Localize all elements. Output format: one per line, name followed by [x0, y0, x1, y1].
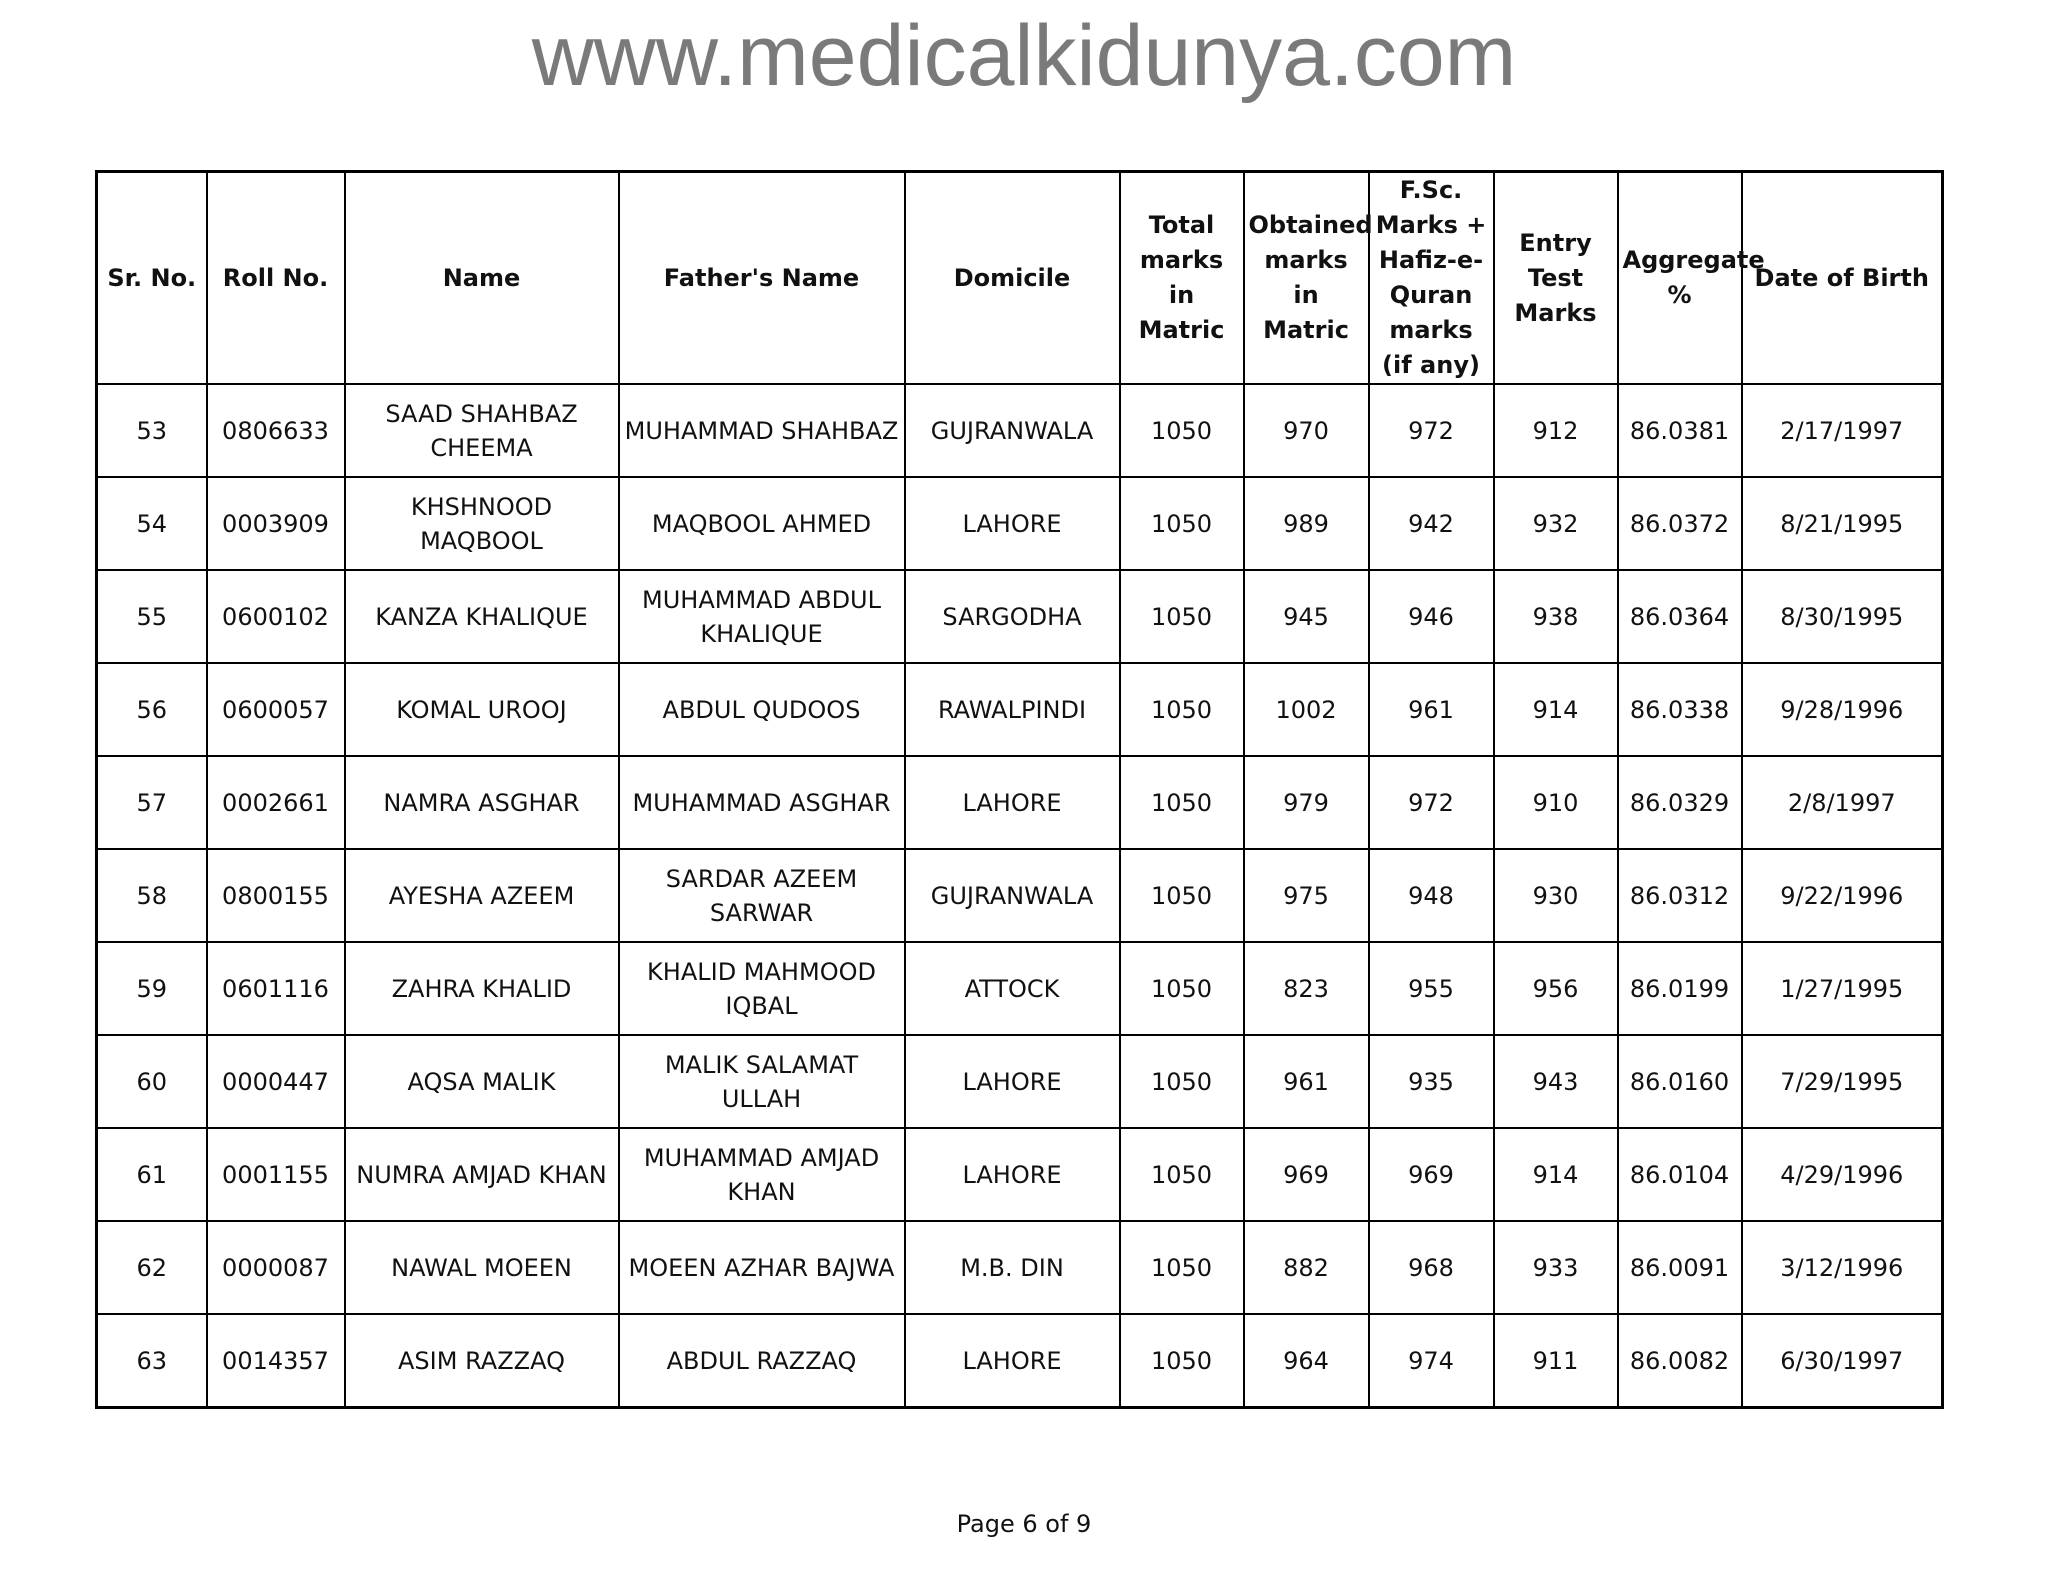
cell-fathers-name: MALIK SALAMAT ULLAH [619, 1035, 905, 1128]
cell-fathers-name: KHALID MAHMOOD IQBAL [619, 942, 905, 1035]
table-row [97, 756, 1943, 849]
cell-total-matric: 1050 [1120, 570, 1244, 663]
cell-total-matric: 1050 [1120, 1128, 1244, 1221]
cell-roll-no: 0003909 [207, 477, 345, 570]
cell-entry-test: 956 [1494, 942, 1618, 1035]
cell-obtained-matric: 823 [1244, 942, 1369, 1035]
cell-roll-no: 0806633 [207, 384, 345, 477]
cell-date-of-birth: 8/21/1995 [1742, 477, 1943, 570]
header-fathers-name: Father's Name [619, 172, 905, 385]
cell-sr-no: 59 [97, 942, 207, 1035]
cell-aggregate: 86.0199 [1618, 942, 1742, 1035]
table-row [97, 570, 1943, 663]
cell-sr-no: 56 [97, 663, 207, 756]
cell-fsc-marks: 968 [1369, 1221, 1494, 1314]
cell-date-of-birth: 2/17/1997 [1742, 384, 1943, 477]
cell-entry-test: 932 [1494, 477, 1618, 570]
cell-fsc-marks: 961 [1369, 663, 1494, 756]
cell-entry-test: 930 [1494, 849, 1618, 942]
table-body [97, 384, 1943, 1408]
cell-aggregate: 86.0104 [1618, 1128, 1742, 1221]
cell-roll-no: 0002661 [207, 756, 345, 849]
cell-domicile: RAWALPINDI [905, 663, 1120, 756]
cell-roll-no: 0601116 [207, 942, 345, 1035]
cell-domicile: ATTOCK [905, 942, 1120, 1035]
cell-name: AQSA MALIK [345, 1035, 619, 1128]
cell-aggregate: 86.0312 [1618, 849, 1742, 942]
header-sr-no: Sr. No. [97, 172, 207, 385]
cell-roll-no: 0001155 [207, 1128, 345, 1221]
table-row [97, 663, 1943, 756]
cell-domicile: LAHORE [905, 477, 1120, 570]
cell-total-matric: 1050 [1120, 1314, 1244, 1408]
cell-date-of-birth: 9/22/1996 [1742, 849, 1943, 942]
cell-fsc-marks: 972 [1369, 384, 1494, 477]
cell-name: NUMRA AMJAD KHAN [345, 1128, 619, 1221]
cell-fathers-name: ABDUL QUDOOS [619, 663, 905, 756]
cell-fsc-marks: 974 [1369, 1314, 1494, 1408]
cell-name: SAAD SHAHBAZ CHEEMA [345, 384, 619, 477]
cell-entry-test: 911 [1494, 1314, 1618, 1408]
header-aggregate: Aggregate % [1618, 172, 1742, 385]
cell-fathers-name: SARDAR AZEEM SARWAR [619, 849, 905, 942]
cell-fsc-marks: 955 [1369, 942, 1494, 1035]
cell-total-matric: 1050 [1120, 663, 1244, 756]
cell-obtained-matric: 969 [1244, 1128, 1369, 1221]
cell-obtained-matric: 961 [1244, 1035, 1369, 1128]
cell-total-matric: 1050 [1120, 1221, 1244, 1314]
cell-aggregate: 86.0364 [1618, 570, 1742, 663]
cell-aggregate: 86.0329 [1618, 756, 1742, 849]
cell-fathers-name: MUHAMMAD SHAHBAZ [619, 384, 905, 477]
cell-date-of-birth: 3/12/1996 [1742, 1221, 1943, 1314]
cell-total-matric: 1050 [1120, 756, 1244, 849]
table-row [97, 1035, 1943, 1128]
cell-domicile: SARGODHA [905, 570, 1120, 663]
cell-fsc-marks: 972 [1369, 756, 1494, 849]
cell-entry-test: 914 [1494, 663, 1618, 756]
cell-date-of-birth: 6/30/1997 [1742, 1314, 1943, 1408]
table-row [97, 384, 1943, 477]
cell-name: NAMRA ASGHAR [345, 756, 619, 849]
cell-entry-test: 910 [1494, 756, 1618, 849]
cell-name: KANZA KHALIQUE [345, 570, 619, 663]
cell-aggregate: 86.0338 [1618, 663, 1742, 756]
cell-obtained-matric: 945 [1244, 570, 1369, 663]
cell-domicile: LAHORE [905, 1128, 1120, 1221]
cell-date-of-birth: 2/8/1997 [1742, 756, 1943, 849]
cell-domicile: GUJRANWALA [905, 384, 1120, 477]
header-fsc-marks: F.Sc. Marks + Hafiz-e-Quran marks (if any) [1369, 172, 1494, 385]
cell-fathers-name: MUHAMMAD AMJAD KHAN [619, 1128, 905, 1221]
cell-obtained-matric: 964 [1244, 1314, 1369, 1408]
cell-fathers-name: MUHAMMAD ASGHAR [619, 756, 905, 849]
cell-name: NAWAL MOEEN [345, 1221, 619, 1314]
cell-entry-test: 943 [1494, 1035, 1618, 1128]
cell-fsc-marks: 969 [1369, 1128, 1494, 1221]
table-row [97, 1128, 1943, 1221]
cell-date-of-birth: 9/28/1996 [1742, 663, 1943, 756]
cell-name: ZAHRA KHALID [345, 942, 619, 1035]
cell-aggregate: 86.0381 [1618, 384, 1742, 477]
cell-roll-no: 0600057 [207, 663, 345, 756]
cell-name: AYESHA AZEEM [345, 849, 619, 942]
header-total-matric: Total marks in Matric [1120, 172, 1244, 385]
cell-aggregate: 86.0160 [1618, 1035, 1742, 1128]
header-domicile: Domicile [905, 172, 1120, 385]
cell-sr-no: 53 [97, 384, 207, 477]
cell-roll-no: 0600102 [207, 570, 345, 663]
cell-total-matric: 1050 [1120, 1035, 1244, 1128]
cell-obtained-matric: 979 [1244, 756, 1369, 849]
cell-total-matric: 1050 [1120, 942, 1244, 1035]
cell-aggregate: 86.0372 [1618, 477, 1742, 570]
cell-date-of-birth: 8/30/1995 [1742, 570, 1943, 663]
header-obtained-matric: Obtained marks in Matric [1244, 172, 1369, 385]
cell-name: KHSHNOOD MAQBOOL [345, 477, 619, 570]
cell-obtained-matric: 975 [1244, 849, 1369, 942]
cell-fsc-marks: 946 [1369, 570, 1494, 663]
table-header-row [97, 172, 1943, 385]
cell-aggregate: 86.0082 [1618, 1314, 1742, 1408]
cell-name: KOMAL UROOJ [345, 663, 619, 756]
cell-sr-no: 54 [97, 477, 207, 570]
cell-fathers-name: MAQBOOL AHMED [619, 477, 905, 570]
cell-fsc-marks: 948 [1369, 849, 1494, 942]
cell-sr-no: 55 [97, 570, 207, 663]
cell-date-of-birth: 7/29/1995 [1742, 1035, 1943, 1128]
cell-aggregate: 86.0091 [1618, 1221, 1742, 1314]
cell-obtained-matric: 1002 [1244, 663, 1369, 756]
cell-roll-no: 0800155 [207, 849, 345, 942]
cell-domicile: GUJRANWALA [905, 849, 1120, 942]
cell-fathers-name: ABDUL RAZZAQ [619, 1314, 905, 1408]
cell-domicile: LAHORE [905, 1314, 1120, 1408]
cell-obtained-matric: 882 [1244, 1221, 1369, 1314]
cell-roll-no: 0000087 [207, 1221, 345, 1314]
table-row [97, 1221, 1943, 1314]
cell-entry-test: 938 [1494, 570, 1618, 663]
header-roll-no: Roll No. [207, 172, 345, 385]
cell-entry-test: 914 [1494, 1128, 1618, 1221]
cell-domicile: LAHORE [905, 1035, 1120, 1128]
cell-sr-no: 57 [97, 756, 207, 849]
cell-total-matric: 1050 [1120, 384, 1244, 477]
cell-obtained-matric: 989 [1244, 477, 1369, 570]
cell-fsc-marks: 942 [1369, 477, 1494, 570]
table-row [97, 477, 1943, 570]
cell-total-matric: 1050 [1120, 477, 1244, 570]
cell-entry-test: 933 [1494, 1221, 1618, 1314]
page-number: Page 6 of 9 [956, 1510, 1092, 1538]
cell-roll-no: 0000447 [207, 1035, 345, 1128]
cell-total-matric: 1050 [1120, 849, 1244, 942]
website-watermark: www.medicalkidunya.com [531, 8, 1517, 104]
table-row [97, 1314, 1943, 1408]
cell-obtained-matric: 970 [1244, 384, 1369, 477]
header-date-of-birth: Date of Birth [1742, 172, 1943, 385]
cell-roll-no: 0014357 [207, 1314, 345, 1408]
cell-domicile: LAHORE [905, 756, 1120, 849]
header-name: Name [345, 172, 619, 385]
cell-name: ASIM RAZZAQ [345, 1314, 619, 1408]
cell-fsc-marks: 935 [1369, 1035, 1494, 1128]
cell-domicile: M.B. DIN [905, 1221, 1120, 1314]
cell-sr-no: 58 [97, 849, 207, 942]
cell-sr-no: 62 [97, 1221, 207, 1314]
cell-fathers-name: MOEEN AZHAR BAJWA [619, 1221, 905, 1314]
header-entry-test: Entry Test Marks [1494, 172, 1618, 385]
table-row [97, 942, 1943, 1035]
cell-entry-test: 912 [1494, 384, 1618, 477]
cell-sr-no: 60 [97, 1035, 207, 1128]
merit-list-table [95, 170, 1944, 1409]
cell-date-of-birth: 1/27/1995 [1742, 942, 1943, 1035]
table-row [97, 849, 1943, 942]
cell-date-of-birth: 4/29/1996 [1742, 1128, 1943, 1221]
cell-sr-no: 63 [97, 1314, 207, 1408]
cell-sr-no: 61 [97, 1128, 207, 1221]
cell-fathers-name: MUHAMMAD ABDUL KHALIQUE [619, 570, 905, 663]
